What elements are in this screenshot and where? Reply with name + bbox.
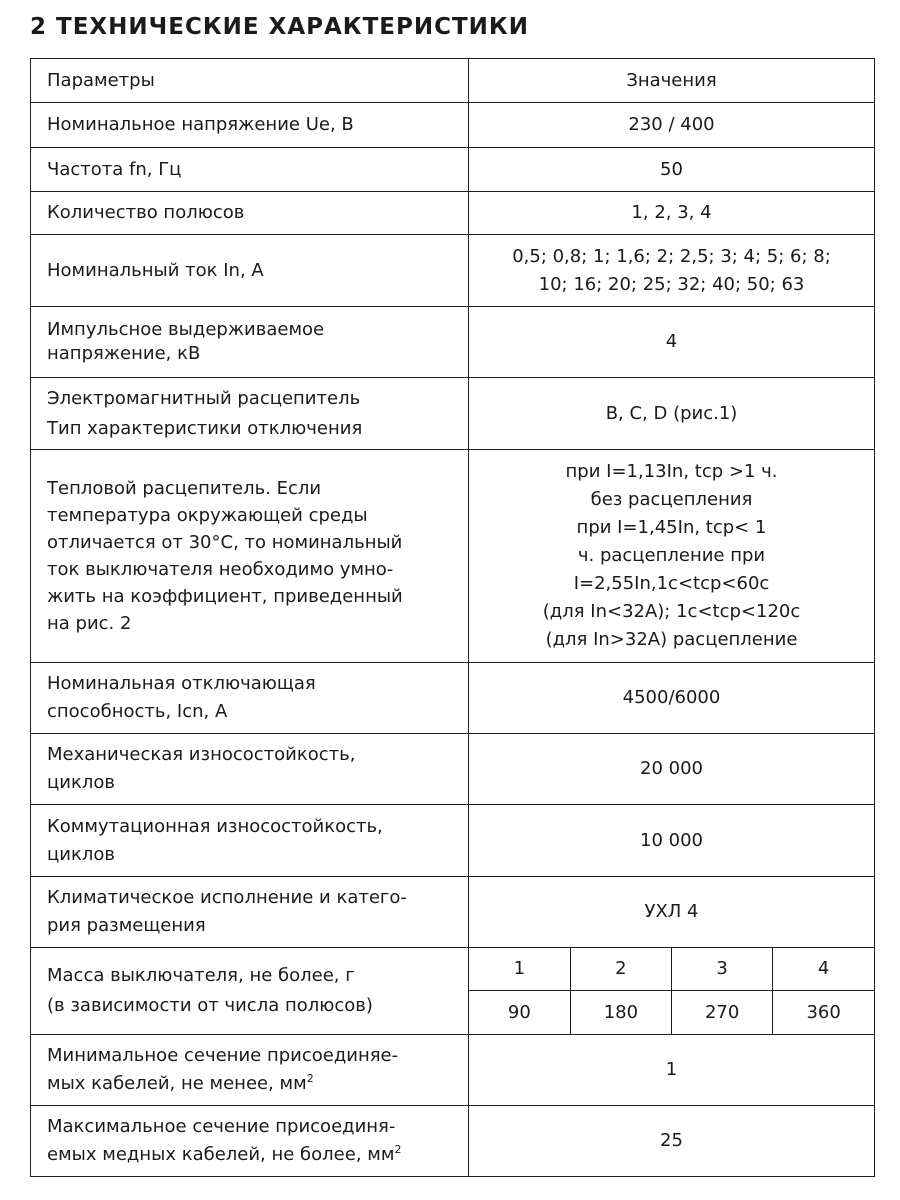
table-row [31,235,875,307]
table-row [31,192,875,235]
row-param [31,1106,469,1177]
table-row [31,663,875,734]
row-param: Электромагнитный расцепитель Тип характеристики отключения [31,378,469,450]
row-param: Коммутационная износостойкость, циклов [31,805,469,877]
table-row [31,1106,875,1177]
row-param: Номинальное напряжение Ue, В [31,103,469,148]
table-row [31,378,875,450]
row-param: Климатическое исполнение и катего- рия размещения [31,877,469,948]
header-param: Параметры [31,59,469,103]
row-value: B, C, D (рис.1) [469,378,875,450]
table-row [31,450,875,663]
specs-table [30,58,875,1177]
pole-count: 1 [469,948,570,991]
header-value: Значения [469,59,875,103]
table-row [31,1035,875,1106]
weight-value: 90 [469,991,570,1035]
param-text: Максимальное сечение присоединя- емых медных кабелей, не более, мм [47,1116,396,1165]
row-value: 0,5; 0,8; 1; 1,6; 2; 2,5; 3; 4; 5; 6; 8; 10; 16; 20; 25; 32; 40; 50; 63 [469,235,875,307]
mass-row [31,948,875,1035]
param-text: Минимальное сечение присоединяе- мых кабелей, не менее, мм [47,1045,399,1094]
row-param: Тепловой расцепитель. Если температура окружающей среды отличается от 30°C, то номинальный ток выключателя необходимо умно- жить на коэффициент, приведенный на рис. 2 [31,450,469,663]
row-param: Масса выключателя, не более, г (в зависимости от числа полюсов) [31,948,469,1035]
row-param: Номинальная отключающая способность, Icn, A [31,663,469,734]
poles-row [469,948,874,991]
table-row [31,734,875,805]
row-value: 230 / 400 [469,103,875,148]
row-value: УХЛ 4 [469,877,875,948]
pole-count: 2 [570,948,671,991]
row-value: 4500/6000 [469,663,875,734]
weights-row [469,991,874,1035]
weight-value: 270 [672,991,773,1035]
row-param: Частота fn, Гц [31,148,469,192]
mass-subtable [469,948,874,1034]
table-header-row [31,59,875,103]
row-param: Механическая износостойкость, циклов [31,734,469,805]
row-param: Номинальный ток In, А [31,235,469,307]
row-value: 1 [469,1035,875,1106]
weight-value: 180 [570,991,671,1035]
page-title: 2 ТЕХНИЧЕСКИЕ ХАРАКТЕРИСТИКИ [30,14,529,40]
row-param: Количество полюсов [31,192,469,235]
row-value: 25 [469,1106,875,1177]
row-param: Импульсное выдерживаемое напряжение, кВ [31,307,469,378]
weight-value: 360 [773,991,874,1035]
row-value: 4 [469,307,875,378]
pole-count: 4 [773,948,874,991]
unit-exponent: 2 [394,1143,402,1156]
table-row [31,148,875,192]
table-row [31,805,875,877]
row-value: 1, 2, 3, 4 [469,192,875,235]
row-value: 10 000 [469,805,875,877]
table-row [31,307,875,378]
pole-count: 3 [672,948,773,991]
row-value: 50 [469,148,875,192]
row-value: при I=1,13In, tср >1 ч. без расцепления при I=1,45In, tср< 1 ч. расцепление при I=2,55In,1c<tср<60c (для In<32A); 1c<tср<120c (для In>32A) расцепление [469,450,875,663]
table-row [31,877,875,948]
row-value: 20 000 [469,734,875,805]
row-param [31,1035,469,1106]
table-row [31,103,875,148]
unit-exponent: 2 [306,1072,314,1085]
mass-values-cell [469,948,875,1035]
